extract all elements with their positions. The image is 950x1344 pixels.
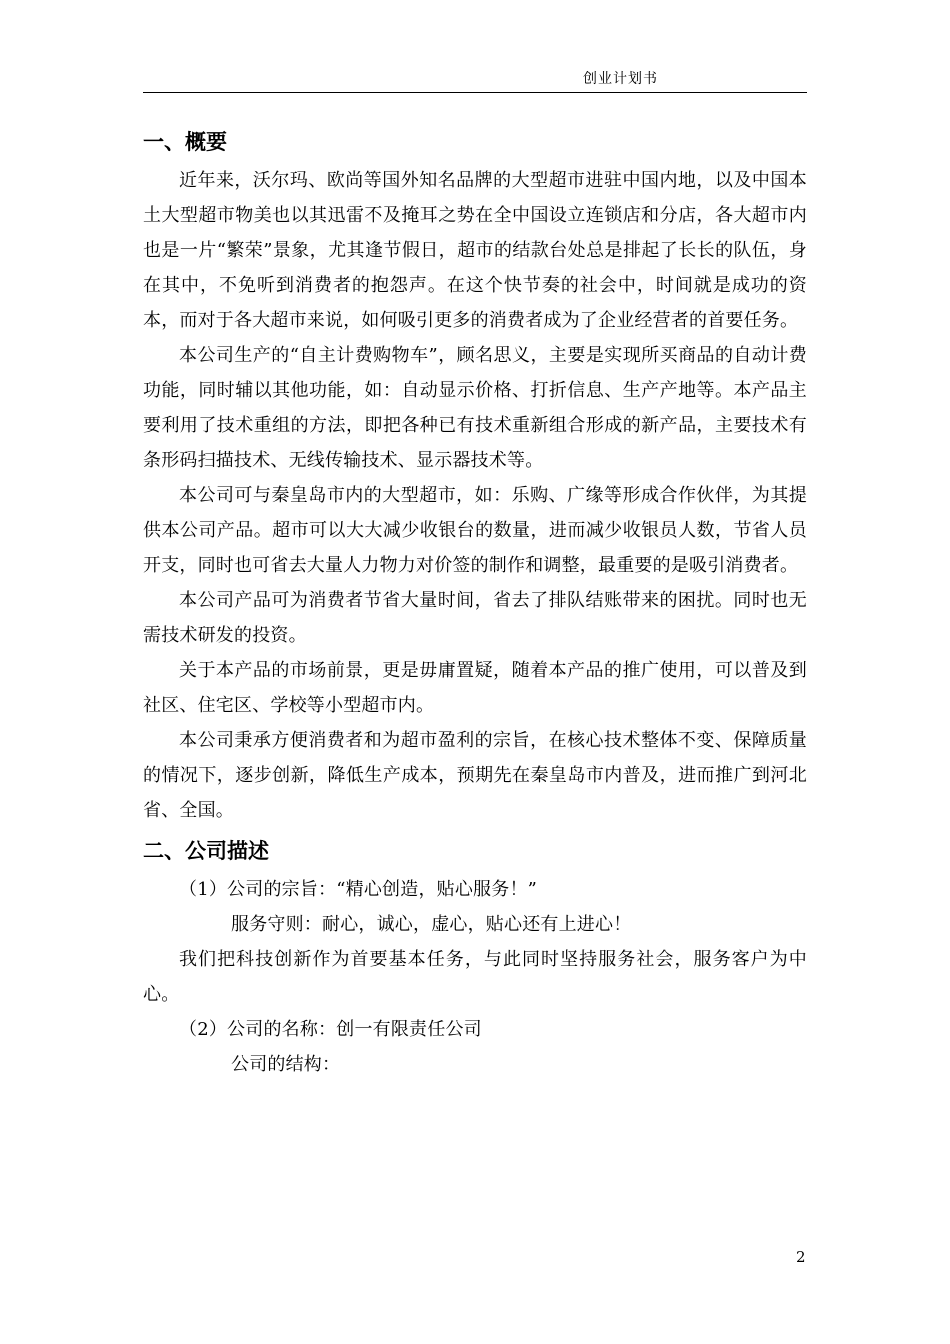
company-name: （2）公司的名称：创一有限责任公司 <box>179 1019 482 1040</box>
overview-paragraph: 关于本产品的市场前景，更是毋庸置疑，随着本产品的推广使用，可以普及到社区、住宅区、学校等小型超市内。 <box>143 660 807 716</box>
section-heading-overview: 一、概要 <box>143 130 227 154</box>
overview-paragraph: 本公司秉承方便消费者和为超市盈利的宗旨，在核心技术整体不变、保障质量的情况下，逐步创新，降低生产成本，预期先在秦皇岛市内普及，进而推广到河北省、全国。 <box>143 730 807 821</box>
overview-paragraph: 本公司产品可为消费者节省大量时间，省去了排队结账带来的困扰。同时也无需技术研发的投资。 <box>143 590 807 646</box>
company-mission: 我们把科技创新作为首要基本任务，与此同时坚持服务社会，服务客户为中心。 <box>143 949 807 1005</box>
page-number: 2 <box>796 1248 806 1266</box>
overview-paragraph: 近年来，沃尔玛、欧尚等国外知名品牌的大型超市进驻中国内地，以及中国本土大型超市物美也以其迅雷不及掩耳之势在全中国设立连锁店和分店，各大超市内也是一片“繁荣”景象，尤其逢节假日，超市的结款台处总是排起了长长的队伍，身在其中，不免听到消费者的抱怨声。在这个快节奏的社会中，时间就是成功的资本，而对于各大超市来说，如何吸引更多的消费者成为了企业经营者的首要任务。 <box>143 170 807 331</box>
service-motto: 服务守则：耐心，诚心，虚心，贴心还有上进心！ <box>231 914 632 935</box>
overview-paragraph: 本公司生产的“自主计费购物车”，顾名思义，主要是实现所买商品的自动计费功能，同时辅以其他功能，如：自动显示价格、打折信息、生产产地等。本产品主要利用了技术重组的方法，即把各种已有技术重新组合形成的新产品，主要技术有条形码扫描技术、无线传输技术、显示器技术等。 <box>143 345 807 471</box>
header-rule <box>143 92 807 93</box>
overview-paragraph: 本公司可与秦皇岛市内的大型超市，如：乐购、广缘等形成合作伙伴，为其提供本公司产品。超市可以大大减少收银台的数量，进而减少收银员人数，节省人员开支，同时也可省去大量人力物力对价签的制作和调整，最重要的是吸引消费者。 <box>143 485 807 576</box>
running-header: 创业计划书 <box>583 71 658 87</box>
company-structure-label: 公司的结构： <box>231 1054 341 1075</box>
company-goal: （1）公司的宗旨：“精心创造，贴心服务！” <box>179 879 538 900</box>
document-body <box>143 125 807 1082</box>
section-heading-company: 二、公司描述 <box>143 839 269 863</box>
